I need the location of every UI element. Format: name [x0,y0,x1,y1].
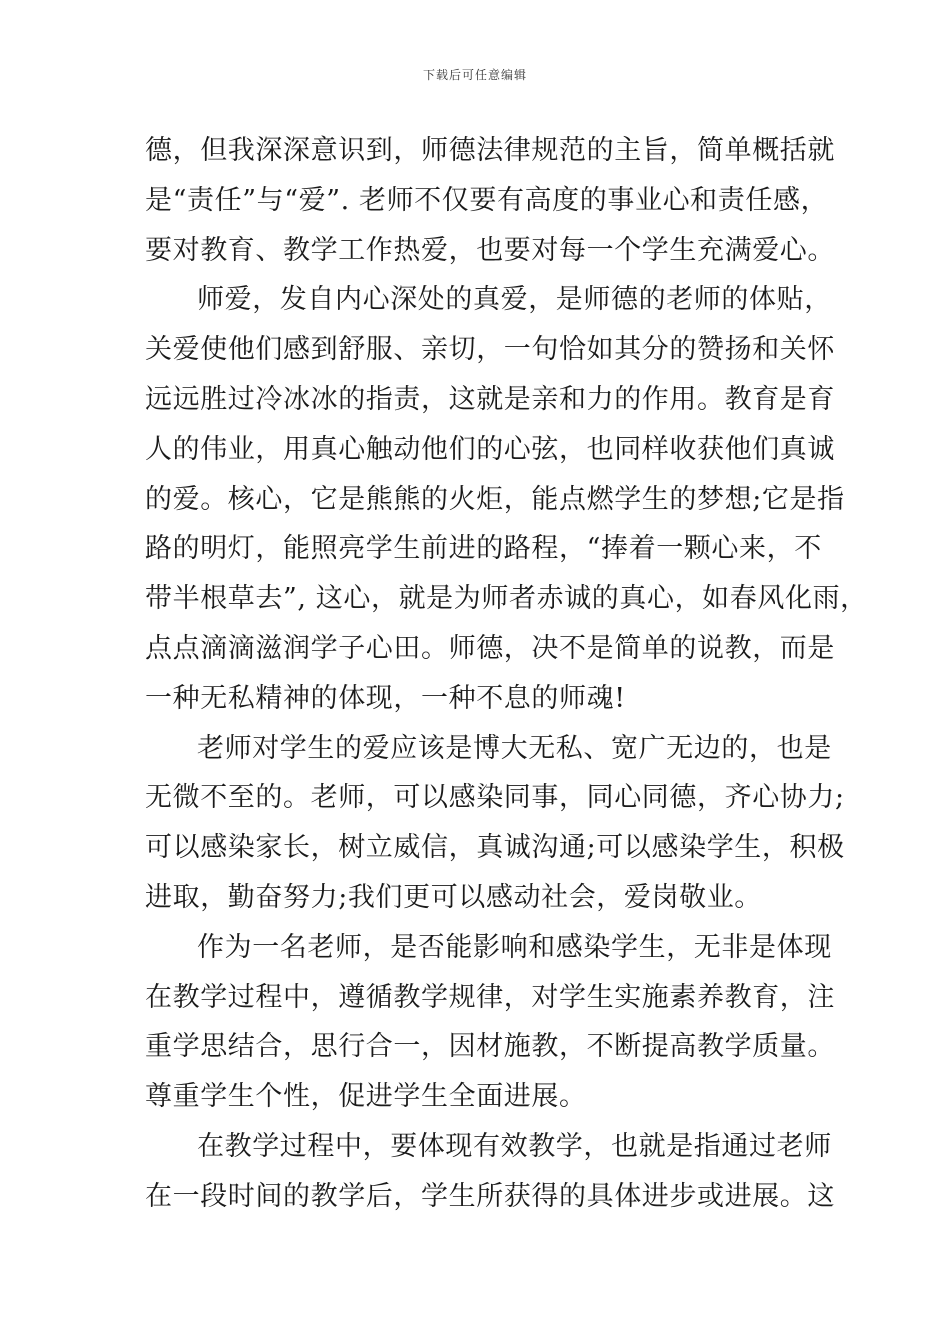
paragraph-first-line: 老师对学生的爱应该是博大无私、宽广无边的，也是 [197,732,832,764]
text-line: 一种无私精神的体现，一种不息的师魂! [145,682,626,714]
text-line: 远远胜过冷冰冰的指责，这就是亲和力的作用。教育是育 [145,383,835,415]
text-line: 在教学过程中，遵循教学规律，对学生实施素养教育，注 [145,981,835,1013]
text-line: 要对教育、教学工作热爱，也要对每一个学生充满爱心。 [145,234,835,266]
paragraph-first-line: 作为一名老师，是否能影响和感染学生，无非是体现 [197,931,832,963]
text-line: 路的明灯，能照亮学生前进的路程，“捧着一颗心来，不 [145,533,822,565]
text-line: 进取，勤奋努力;我们更可以感动社会，爱岗敬业。 [145,881,762,913]
text-line: 德，但我深深意识到，师德法律规范的主旨，简单概括就 [145,135,835,166]
text-line: 可以感染家长，树立威信，真诚沟通;可以感染学生，积极 [145,832,845,864]
text-line: 是“责任”与“爱”. 老师不仅要有高度的事业心和责任感， [145,184,829,216]
text-line: 尊重学生个性，促进学生全面进展。 [145,1081,587,1113]
text-line: 关爱使他们感到舒服、亲切，一句恰如其分的赞扬和关怀 [145,334,835,366]
body-text [145,126,868,1222]
text-line: 点点滴滴滋润学子心田。师德，决不是简单的说教，而是 [145,632,835,664]
text-line: 在一段时间的教学后，学生所获得的具体进步或进展。这 [145,1180,835,1212]
paragraph-first-line: 在教学过程中，要体现有效教学，也就是指通过老师 [197,1130,832,1162]
text-line: 无微不至的。老师，可以感染同事，同心同德，齐心协力; [145,782,845,814]
text-line: 带半根草去”, 这心，就是为师者赤诚的真心，如春风化雨， [145,583,868,615]
text-line: 重学思结合，思行合一，因材施教，不断提高教学质量。 [145,1031,835,1063]
text-line: 人的伟业，用真心触动他们的心弦，也同样收获他们真诚 [145,433,835,465]
paragraph-first-line: 师爱，发自内心深处的真爱，是师德的老师的体贴， [197,284,832,316]
text-line: 的爱。核心，它是熊熊的火炬，能点燃学生的梦想;它是指 [145,483,845,515]
page-header: 下载后可任意编辑 [422,68,527,82]
